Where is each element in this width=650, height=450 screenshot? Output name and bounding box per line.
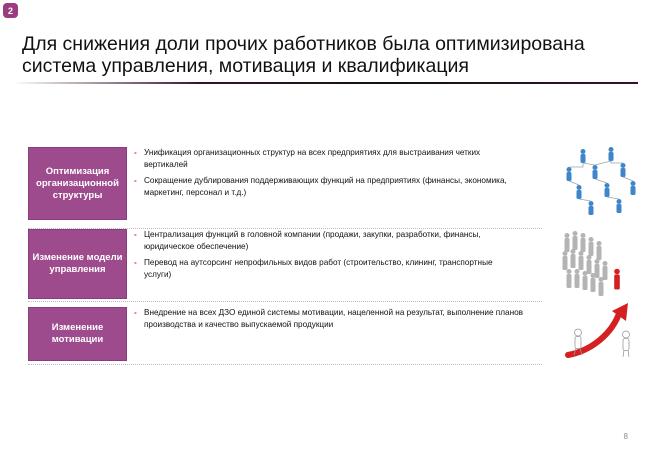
bullet-list-org-structure [134,147,519,203]
row-motivation [28,307,642,359]
slide-number-badge: 2 [3,3,18,18]
bullet-item: - Перевод на аутсорсинг непрофильных видов работ (строительство, клининг, транспортные услуги) [134,257,519,281]
slide-title [22,33,622,77]
crowd-leader-icon [560,229,642,297]
row-management-model [28,229,642,299]
bullet-item: - Сокращение дублирования поддерживающих функций на предприятиях (финансы, экономика, маркетинг, персонал и т.д.) [134,175,519,199]
bullet-list-motivation [134,307,534,335]
bullet-item: - Унификация организационных структур на всех предприятиях для выстраивания четких вертикалей [134,147,519,171]
label-org-structure: Оптимизация организационной структуры [28,147,127,220]
org-structure-people-icon [560,143,642,218]
title-line-2: система управления, мотивация и квалификация [22,55,469,77]
bullet-list-management-model [134,229,519,285]
title-line-1: Для снижения доли прочих работников была оптимизирована [22,33,585,55]
row-divider [28,301,542,302]
bullet-item: - Внедрение на всех ДЗО единой системы мотивации, нацеленной на результат, выполнение планов производства и качество выпускаемой продукции [134,307,534,331]
label-motivation: Изменение мотивации [28,307,127,361]
label-management-model: Изменение модели управления [28,229,127,299]
row-org-structure [28,147,642,222]
page-number: 8 [623,432,628,441]
row-divider [28,364,542,365]
bullet-item: - Централизация функций в головной компании (продажи, закупки, разработки, финансы, юридическое обеспечение) [134,229,519,253]
title-underline [12,82,638,84]
growth-arrow-people-icon [560,299,642,365]
